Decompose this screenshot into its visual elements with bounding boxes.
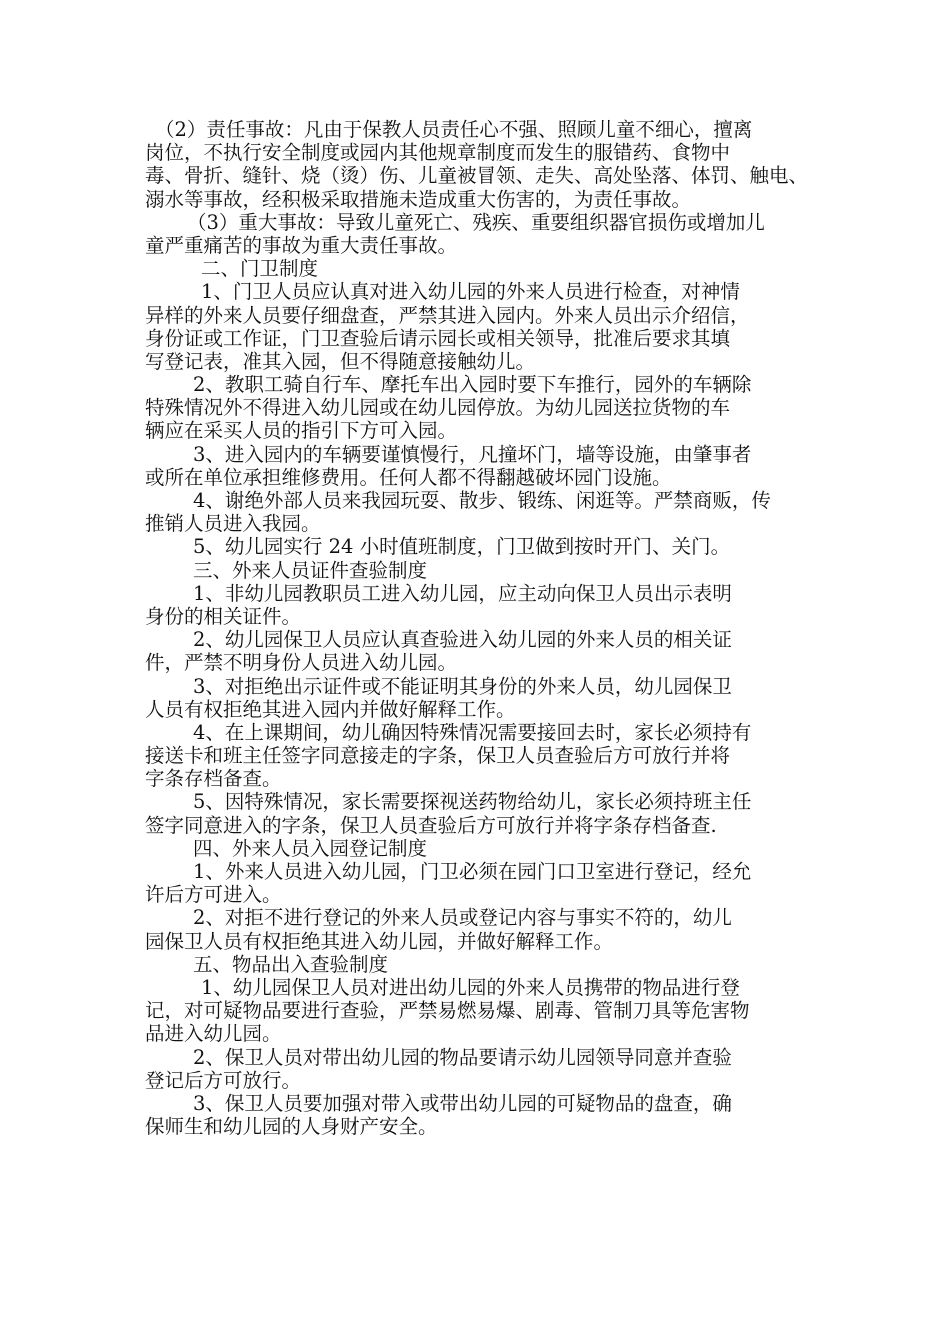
text-line: 园保卫人员有权拒绝其进入幼儿园，并做好解释工作。: [145, 929, 614, 953]
text-line: 童严重痛苦的事故为重大责任事故。: [145, 233, 458, 257]
text-line: 五、物品出入查验制度: [193, 952, 389, 976]
text-line: 5、因特殊情况，家长需要探视送药物给幼儿，家长必须持班主任: [193, 790, 752, 814]
text-line: 2、教职工骑自行车、摩托车出入园时要下车推行，园外的车辆除: [193, 373, 752, 397]
text-line: 5、幼儿园实行 24 小时值班制度，门卫做到按时开门、关门。: [193, 535, 731, 559]
text-line: 1、外来人员进入幼儿园，门卫必须在园门口卫室进行登记，经允: [193, 860, 752, 883]
text-line: 1、门卫人员应认真对进入幼儿园的外来人员进行检查，对神情: [201, 280, 740, 304]
text-line: 二、门卫制度: [201, 257, 319, 281]
text-line: 2、幼儿园保卫人员应认真查验进入幼儿园的外来人员的相关证: [193, 628, 732, 652]
text-line: 岗位，不执行安全制度或园内其他规章制度而发生的服错药、食物中: [145, 141, 731, 165]
text-line: 签字同意进入的字条，保卫人员查验后方可放行并将字条存档备查.: [145, 813, 717, 837]
text-line: 3、保卫人员要加强对带入或带出幼儿园的可疑物品的盘查，确: [193, 1091, 732, 1115]
document-body: [145, 118, 809, 1139]
text-line: 1、非幼儿园教职员工进入幼儿园，应主动向保卫人员出示表明: [193, 581, 732, 605]
text-line: 三、外来人员证件查验制度: [193, 558, 428, 582]
text-line: 字条存档备查。: [145, 767, 282, 791]
text-line: 异样的外来人员要仔细盘查，严禁其进入园内。外来人员出示介绍信，: [145, 303, 750, 327]
text-line: 毒、骨折、缝针、烧（烫）伤、儿童被冒领、走失、高处坠落、体罚、触电、: [145, 164, 809, 188]
text-line: 3、对拒绝出示证件或不能证明其身份的外来人员，幼儿园保卫: [193, 674, 732, 698]
text-line: 保师生和幼儿园的人身财产安全。: [145, 1115, 438, 1139]
text-line: 人员有权拒绝其进入园内并做好解释工作。: [145, 697, 516, 721]
text-line: 件，严禁不明身份人员进入幼儿园。: [145, 651, 458, 675]
text-line: 或所在单位承担维修费用。任何人都不得翻越破坏园门设施。: [145, 465, 672, 489]
text-line: 登记后方可放行。: [145, 1068, 302, 1092]
text-line: 写登记表，准其入园，但不得随意接触幼儿。: [145, 349, 536, 373]
text-line: 推销人员进入我园。: [145, 512, 321, 536]
text-line: 2、保卫人员对带出幼儿园的物品要请示幼儿园领导同意并查验: [193, 1045, 732, 1069]
text-line: 2、对拒不进行登记的外来人员或登记内容与事实不符的，幼儿: [193, 906, 732, 930]
text-line: 4、在上课期间，幼儿确因特殊情况需要接回去时，家长必须持有: [193, 720, 752, 744]
text-line: 品进入幼儿园。: [145, 1022, 282, 1046]
text-line: 1、幼儿园保卫人员对进出幼儿园的外来人员携带的物品进行登: [201, 975, 740, 999]
text-line: 特殊情况外不得进入幼儿园或在幼儿园停放。为幼儿园送拉货物的车: [145, 396, 731, 420]
text-line: 身份的相关证件。: [145, 604, 302, 628]
text-line: （2）责任事故：凡由于保教人员责任心不强、照顾儿童不细心，擅离: [155, 118, 753, 141]
text-line: 接送卡和班主任签字同意接走的字条，保卫人员查验后方可放行并将: [145, 744, 731, 768]
text-line: 3、进入园内的车辆要谨慎慢行，凡撞坏门，墙等设施，由肇事者: [193, 442, 752, 466]
text-line: 溺水等事故，经积极采取措施未造成重大伤害的，为责任事故。: [145, 187, 692, 211]
text-line: 身份证或工作证，门卫查验后请示园长或相关领导，批准后要求其填: [145, 326, 731, 350]
text-line: 记，对可疑物品要进行查验，严禁易燃易爆、剧毒、管制刀具等危害物: [145, 999, 750, 1023]
text-line: 辆应在采买人员的指引下方可入园。: [145, 419, 458, 443]
text-line: （3）重大事故：导致儿童死亡、残疾、重要组织器官损伤或增加儿: [187, 210, 765, 234]
text-line: 4、谢绝外部人员来我园玩耍、散步、锻练、闲逛等。严禁商贩，传: [193, 489, 771, 512]
text-line: 许后方可进入。: [145, 883, 282, 907]
text-line: 四、外来人员入园登记制度: [193, 836, 428, 860]
